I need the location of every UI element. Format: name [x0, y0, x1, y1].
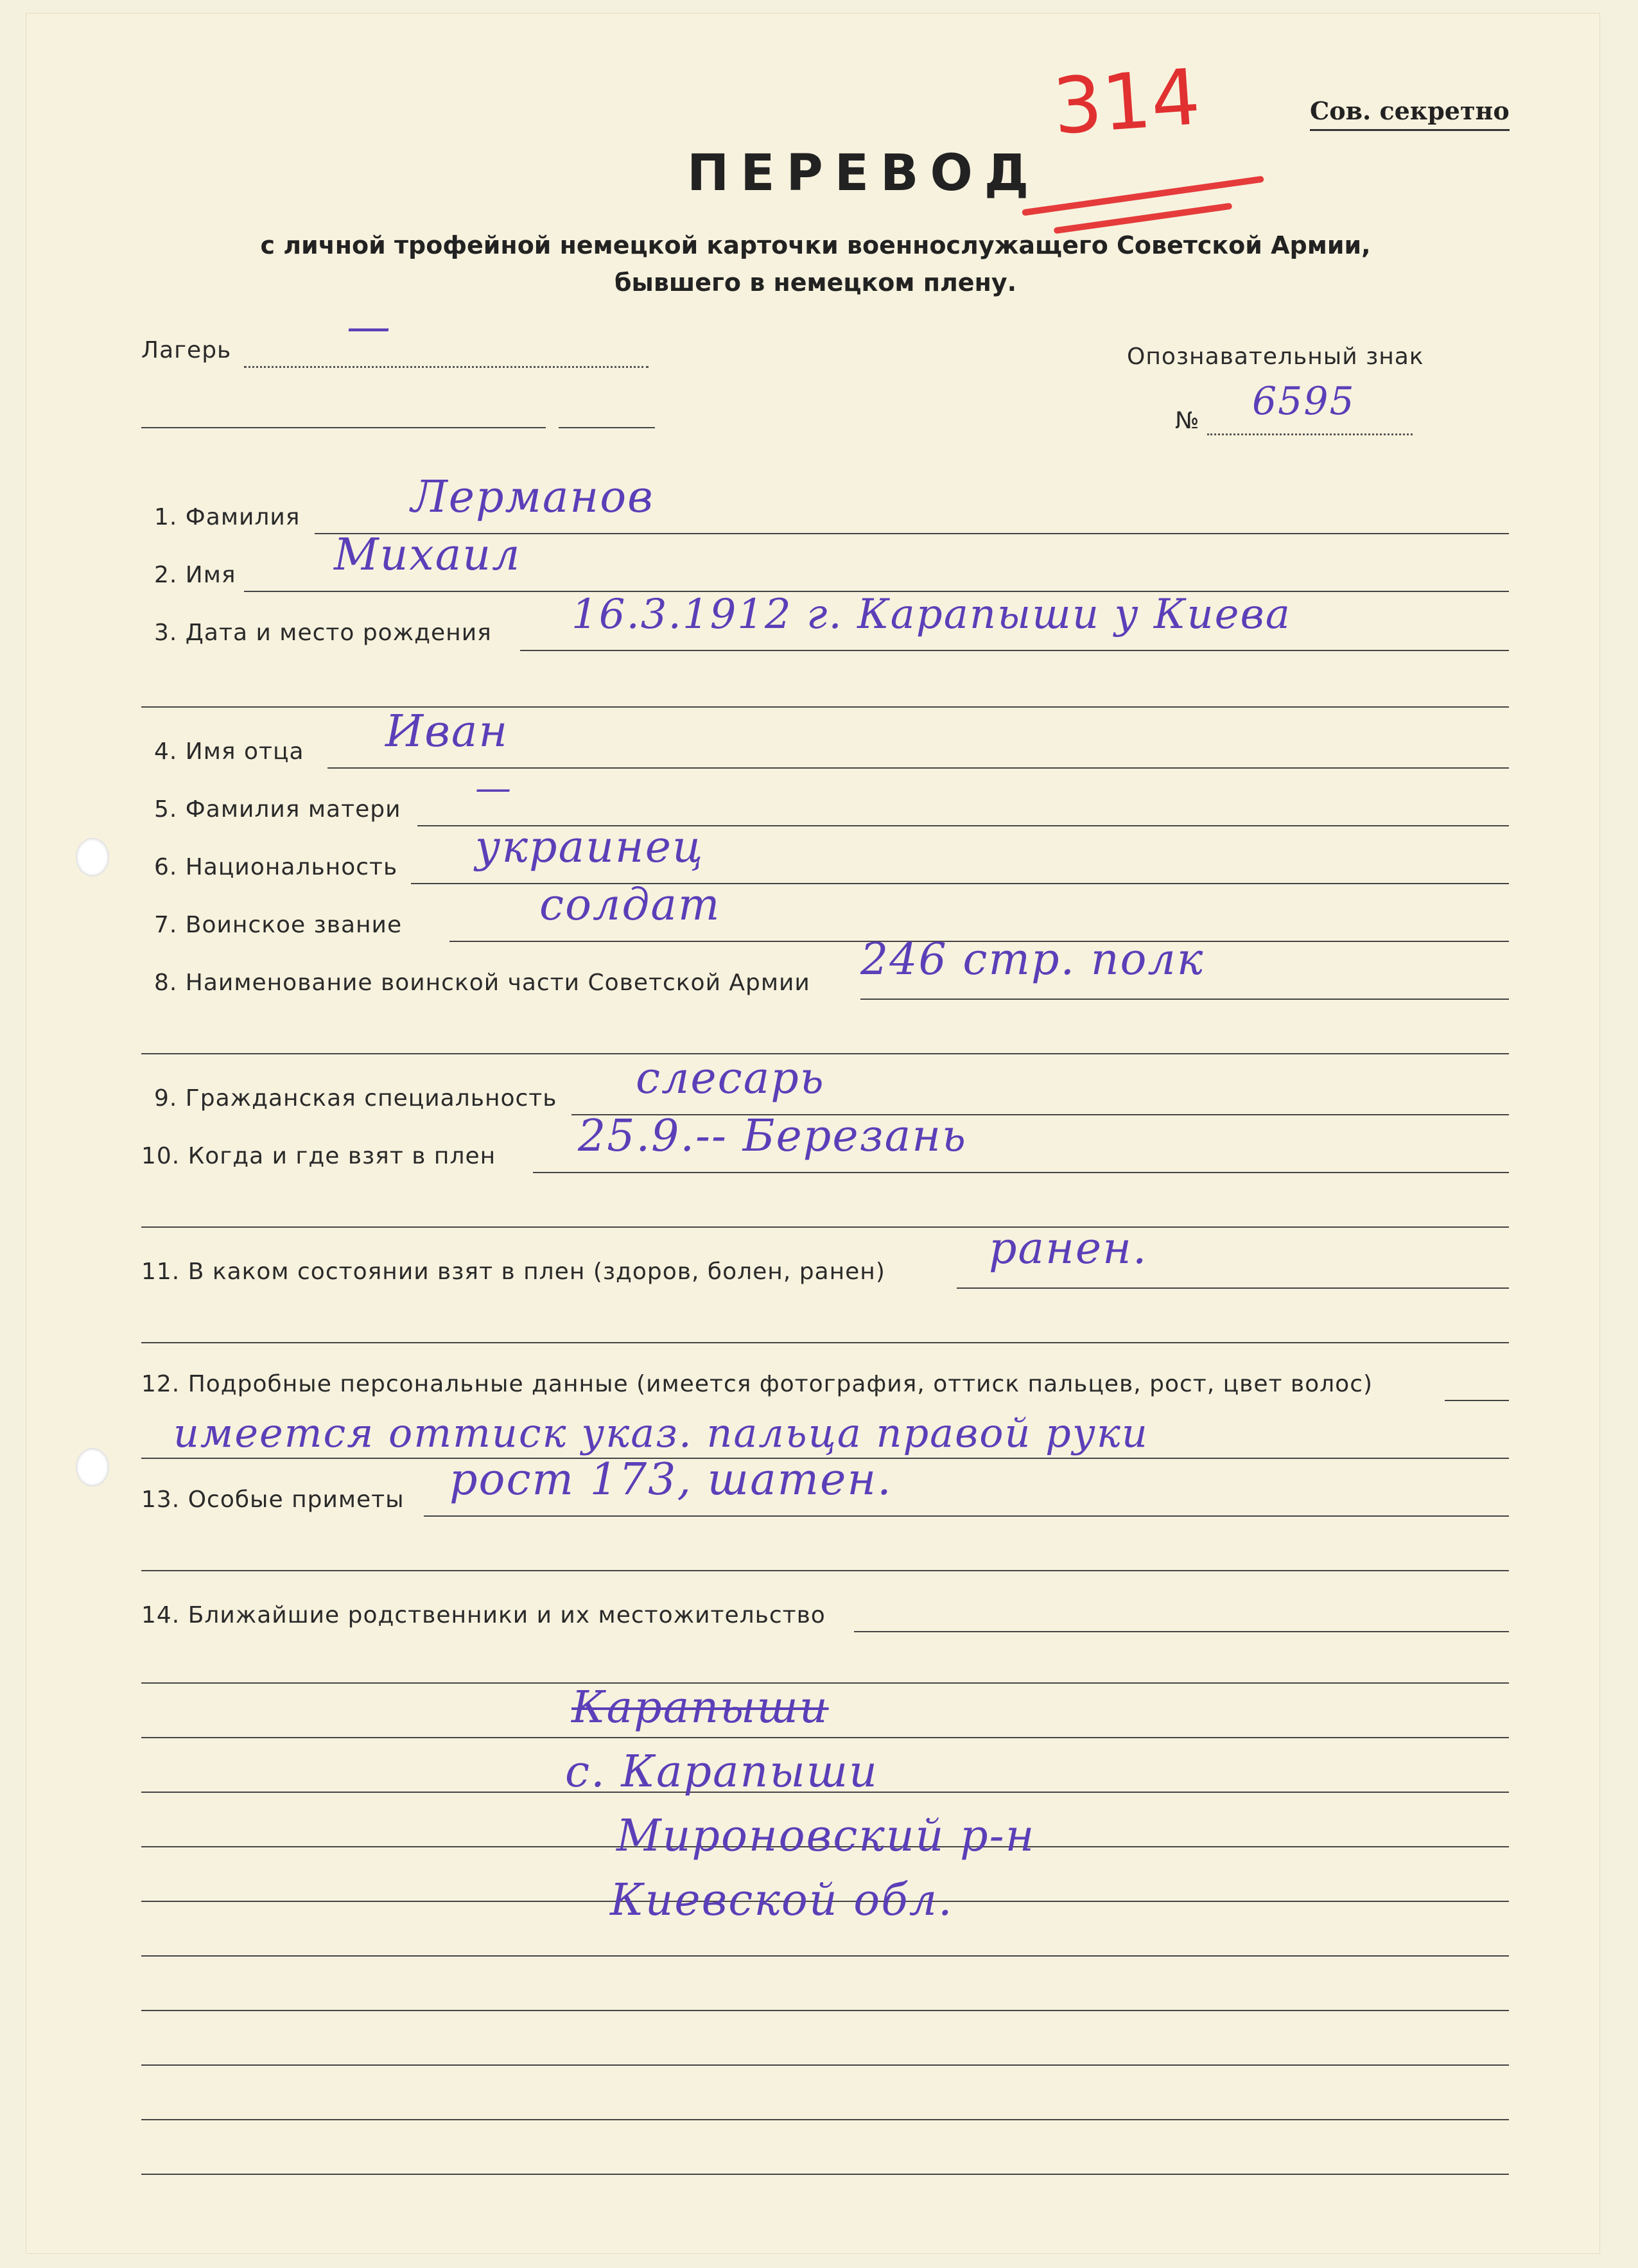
field-value-name: Михаил — [334, 530, 521, 580]
field-line — [520, 650, 1509, 651]
field-line — [854, 1631, 1509, 1632]
field-label-surname: 1. Фамилия — [154, 504, 301, 530]
field-label-mother: 5. Фамилия матери — [154, 796, 401, 823]
relatives-line1: с. Карапыши — [565, 1747, 878, 1797]
field-line — [957, 1287, 1509, 1289]
field-value-surname: Лерманов — [411, 472, 654, 523]
blank-line — [141, 2174, 1509, 2175]
field-label-personal: 12. Подробные персональные данные (имеется фотография, оттиск пальцев, рост, цвет волос) — [141, 1371, 1373, 1397]
field-value-birth: 16.3.1912 г. Карапыши у Киева — [571, 591, 1291, 638]
subtitle-line1: с личной трофейной немецкой карточки военнослужащего Советской Армии, — [260, 231, 1371, 259]
field-value-captured: 25.9.-- Березань — [578, 1111, 968, 1162]
blank-line — [141, 2119, 1509, 2120]
blank-line — [141, 1955, 1509, 1957]
field-line — [860, 999, 1509, 1000]
punch-hole — [76, 838, 109, 877]
field-line-cont — [141, 1570, 1509, 1571]
blank-line — [141, 1737, 1509, 1738]
id-tag-label: Опознавательный знак — [1127, 344, 1424, 370]
field-label-rank: 7. Воинское звание — [154, 912, 403, 938]
field-value-nationality: украинец — [475, 822, 704, 873]
field-label-features: 13. Особые приметы — [141, 1487, 405, 1513]
id-number-prefix: № — [1175, 408, 1200, 434]
camp-value: — — [347, 302, 392, 353]
id-number-value: 6595 — [1252, 379, 1355, 424]
relatives-line3: Киевской обл. — [610, 1875, 954, 1926]
field-line-cont — [141, 706, 1509, 708]
field-line-cont — [141, 1053, 1509, 1054]
camp-line — [244, 366, 649, 368]
field-value-features: рост 173, шатен. — [449, 1454, 893, 1505]
field-value-father: Иван — [385, 706, 509, 757]
field-value-condition: ранен. — [989, 1223, 1148, 1274]
id-number-line — [1207, 433, 1413, 435]
camp-line-3 — [559, 427, 655, 428]
archive-number: 314 — [1050, 53, 1203, 152]
secrecy-stamp: Сов. секретно — [1310, 96, 1510, 131]
field-value-profession: слесарь — [636, 1053, 825, 1104]
field-label-birth: 3. Дата и место рождения — [154, 620, 492, 646]
field-value-unit: 246 стр. полк — [860, 934, 1205, 985]
field-line — [424, 1515, 1509, 1517]
field-value-mother: — — [475, 767, 512, 809]
relatives-struck: Карапыши — [571, 1682, 829, 1733]
field-value-personal: имеется оттиск указ. пальца правой руки — [173, 1409, 1149, 1456]
field-label-relatives: 14. Ближайшие родственники и их местожительство — [141, 1602, 826, 1628]
blank-line — [141, 2010, 1509, 2011]
field-label-captured: 10. Когда и где взят в плен — [141, 1143, 496, 1169]
field-value-rank: солдат — [539, 880, 721, 930]
blank-line — [141, 2064, 1509, 2066]
field-line-cont — [141, 1226, 1509, 1228]
relatives-line2: Мироновский р-н — [616, 1811, 1036, 1862]
field-line-cont — [141, 1342, 1509, 1343]
field-line — [533, 1172, 1509, 1173]
field-label-unit: 8. Наименование воинской части Советской Армии — [154, 970, 810, 996]
field-label-father: 4. Имя отца — [154, 738, 304, 765]
field-label-name: 2. Имя — [154, 562, 236, 588]
field-label-nationality: 6. Национальность — [154, 854, 398, 880]
page-title: ПЕРЕВОД — [687, 144, 1041, 202]
camp-line-2 — [141, 427, 546, 428]
camp-label: Лагерь — [141, 337, 232, 363]
subtitle-line2: бывшего в немецком плену. — [614, 268, 1017, 297]
punch-hole — [76, 1448, 109, 1487]
field-label-profession: 9. Гражданская специальность — [154, 1085, 557, 1112]
field-line — [1445, 1400, 1509, 1401]
field-label-condition: 11. В каком состоянии взят в плен (здоров, болен, ранен) — [141, 1259, 885, 1285]
